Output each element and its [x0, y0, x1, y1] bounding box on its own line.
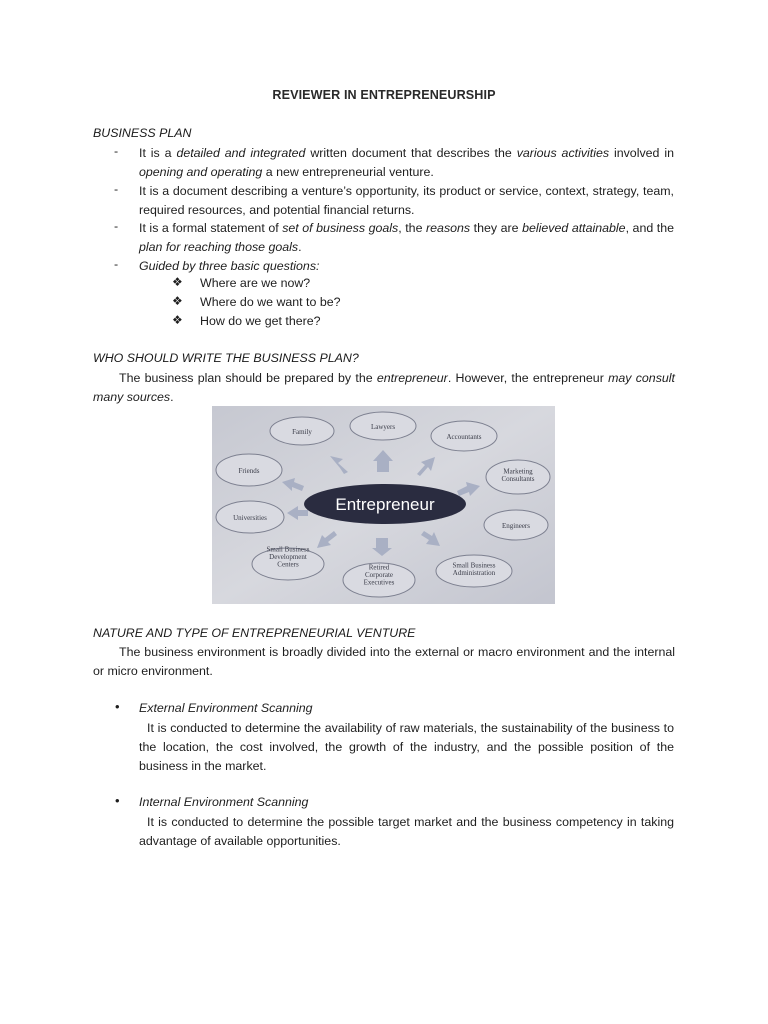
- text-run: involved in: [609, 146, 674, 160]
- business-plan-item: [93, 182, 675, 220]
- dash-marker: -: [114, 219, 119, 233]
- business-plan-heading: BUSINESS PLAN: [93, 126, 192, 140]
- source-label-line: Administration: [452, 568, 496, 577]
- dash-marker: -: [114, 144, 119, 158]
- source-label: [292, 428, 312, 436]
- bullet-marker: •: [115, 699, 120, 714]
- source-label: [453, 561, 496, 577]
- entrepreneur-sources-diagram: [212, 406, 555, 604]
- who-should-write-heading: WHO SHOULD WRITE THE BUSINESS PLAN?: [93, 351, 359, 365]
- source-label: [233, 514, 267, 522]
- source-label-line: Marketing: [503, 467, 533, 476]
- dash-marker: -: [114, 182, 119, 196]
- source-label-line: Centers: [277, 560, 299, 569]
- source-label-line: Accountants: [446, 433, 482, 441]
- question-text: Where do we want to be?: [200, 295, 341, 309]
- center-label: Entrepreneur: [335, 495, 435, 514]
- diamond-bullet-icon: ❖: [172, 313, 183, 327]
- external-scanning-heading: External Environment Scanning: [139, 701, 313, 715]
- text-run: .: [298, 239, 302, 254]
- document-title: REVIEWER IN ENTREPRENEURSHIP: [272, 88, 496, 102]
- item-text: [139, 257, 674, 276]
- text-run: , and the: [625, 221, 675, 235]
- source-label-line: Family: [292, 428, 312, 436]
- source-label: [502, 522, 530, 530]
- business-plan-item: [93, 219, 675, 257]
- source-label-line: Universities: [233, 514, 267, 522]
- emphasis-text: set of business goals: [282, 221, 399, 235]
- source-label-line: Lawyers: [370, 423, 396, 431]
- source-label-line: Retired: [368, 563, 390, 572]
- text-run: It is a: [139, 146, 177, 160]
- bullet-marker: •: [115, 793, 120, 808]
- text-run: .: [170, 389, 174, 404]
- emphasis-text: may consult many sources: [93, 371, 675, 404]
- source-label-line: Consultants: [501, 474, 535, 483]
- diamond-bullet-icon: ❖: [172, 294, 183, 308]
- business-plan-item: [93, 144, 675, 182]
- emphasis-text: opening and operating: [139, 164, 263, 179]
- source-label-line: Small Business: [452, 561, 496, 570]
- question-text: How do we get there?: [200, 314, 321, 328]
- item-text: [139, 144, 674, 182]
- dash-marker: -: [114, 257, 119, 271]
- emphasis-text: detailed and integrated: [176, 146, 306, 160]
- external-scanning-text: It is conducted to determine the availability of raw materials, the sustainability of the business to the location, the cost involved, the growth of the industry, and the possible position of the business in the market.: [139, 721, 674, 773]
- source-label: [239, 467, 260, 475]
- emphasis-text: Guided by three basic questions:: [139, 259, 320, 273]
- diamond-bullet-icon: ❖: [172, 275, 183, 289]
- text-run: . However, the entrepreneur: [447, 371, 609, 385]
- text-run: a new entrepreneurial venture.: [262, 164, 434, 179]
- text-run: It is a document describing a venture’s opportunity, its product or service, context, strategy, team, required resources, and potential financial returns.: [139, 184, 674, 217]
- internal-scanning-heading: Internal Environment Scanning: [139, 795, 309, 809]
- source-label: [501, 467, 534, 483]
- item-text: [139, 182, 674, 220]
- emphasis-text: plan for reaching those goals: [139, 239, 299, 254]
- business-plan-item: [93, 257, 675, 276]
- source-label-line: Executives: [363, 578, 395, 587]
- source-label-line: Friends: [238, 467, 260, 475]
- text-run: written document that describes the: [305, 146, 517, 160]
- text-run: The business plan should be prepared by the: [119, 371, 377, 385]
- nature-type-heading: NATURE AND TYPE OF ENTREPRENEURIAL VENTURE: [93, 626, 416, 640]
- item-text: [139, 219, 674, 257]
- text-run: , the: [398, 221, 427, 235]
- source-label-line: Small Business: [266, 545, 310, 554]
- emphasis-text: various activities: [516, 146, 610, 160]
- text-run: they are: [470, 221, 523, 235]
- who-should-write-paragraph: [93, 369, 675, 407]
- source-label-line: Corporate: [365, 571, 393, 579]
- source-label: [447, 433, 482, 441]
- source-label: [371, 423, 395, 431]
- question-text: Where are we now?: [200, 276, 311, 290]
- internal-scanning-text: It is conducted to determine the possible target market and the business competency in taking advantage of available opportunities.: [139, 815, 674, 848]
- text-run: It is a formal statement of: [139, 221, 283, 235]
- emphasis-text: believed attainable: [522, 221, 626, 235]
- emphasis-text: reasons: [426, 221, 471, 235]
- source-label-line: Development: [269, 553, 307, 561]
- source-label-line: Engineers: [502, 522, 530, 530]
- nature-type-intro: The business environment is broadly divided into the external or macro environment and the internal or micro environment.: [93, 645, 675, 678]
- emphasis-text: entrepreneur: [376, 371, 448, 385]
